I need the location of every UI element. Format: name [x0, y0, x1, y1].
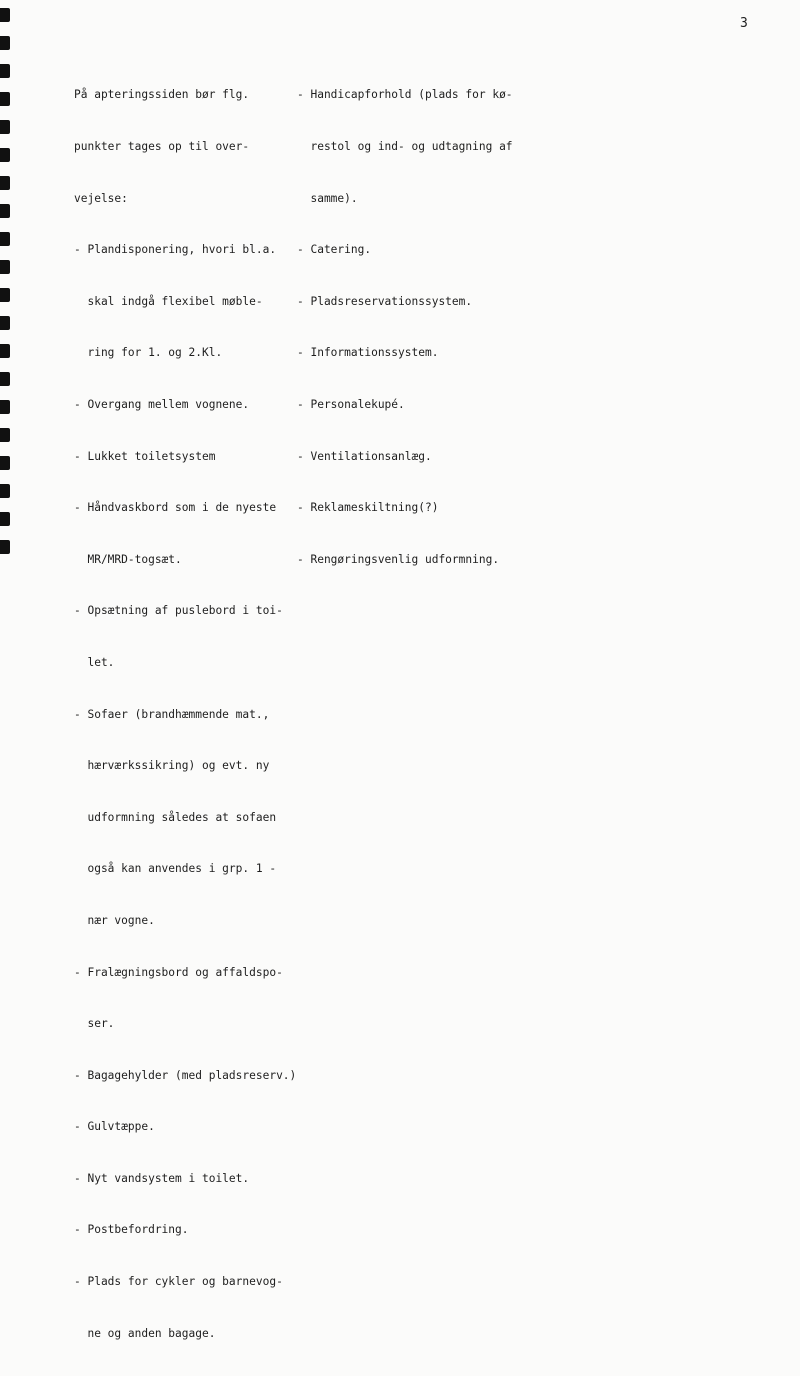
list-item: - Plandisponering, hvori bl.a. — [74, 243, 277, 257]
list-item: - Gulvtæppe. — [74, 1120, 155, 1134]
list-item: - Catering. — [297, 243, 372, 257]
binding-hole — [0, 36, 10, 50]
list-item-continuation: ser. — [74, 1017, 115, 1031]
page-number: 3 — [740, 16, 748, 31]
list-item-continuation: samme). — [297, 191, 358, 205]
binding-hole — [0, 428, 10, 442]
binding-hole — [0, 148, 10, 162]
binding-hole — [0, 176, 10, 190]
binding-hole — [0, 232, 10, 246]
list-item-continuation: udformning således at sofaen — [74, 810, 277, 824]
binding-hole — [0, 8, 10, 22]
binding-hole — [0, 92, 10, 106]
list-item-continuation: hærværkssikring) og evt. ny — [74, 759, 270, 773]
list-item-continuation: også kan anvendes i grp. 1 - — [74, 862, 277, 876]
list-item: - Plads for cykler og barnevog- — [74, 1275, 283, 1289]
list-item: - Overgang mellem vognene. — [74, 397, 250, 411]
list-item: - Nyt vandsystem i toilet. — [74, 1171, 250, 1185]
left-column-text — [74, 52, 306, 1376]
list-item: - Sofaer (brandhæmmende mat., — [74, 707, 270, 721]
list-item-continuation: let. — [74, 655, 115, 669]
list-item-continuation: restol og ind- og udtagning af — [297, 140, 513, 153]
list-item: - Personalekupé. — [297, 397, 405, 411]
text-line: På apteringssiden bør flg. — [74, 88, 250, 102]
list-item: - Informationssystem. — [297, 346, 439, 360]
binding-hole — [0, 456, 10, 470]
list-item: - Rengøringsvenlig udformning. — [297, 552, 500, 566]
list-item-continuation: skal indgå flexibel møble- — [74, 294, 263, 308]
binding-hole — [0, 400, 10, 414]
list-item-continuation: ring for 1. og 2.Kl. — [74, 346, 223, 360]
binding-hole — [0, 204, 10, 218]
binding-hole — [0, 316, 10, 330]
right-column-text — [297, 52, 547, 602]
binding-hole — [0, 372, 10, 386]
list-item-continuation: nær vogne. — [74, 913, 155, 927]
list-item: - Opsætning af puslebord i toi- — [74, 604, 283, 618]
binding-hole — [0, 260, 10, 274]
list-item: - Fralægningsbord og affaldspo- — [74, 965, 283, 979]
list-item: - Postbefordring. — [74, 1223, 189, 1237]
binding-hole — [0, 540, 10, 554]
list-item: - Handicapforhold (plads for kø- — [297, 88, 513, 102]
text-line: punkter tages op til over- — [74, 140, 250, 153]
binding-hole — [0, 344, 10, 358]
text-line: vejelse: — [74, 191, 128, 205]
list-item-continuation: MR/MRD-togsæt. — [74, 552, 182, 566]
binding-hole — [0, 288, 10, 302]
list-item: - Pladsreservationssystem. — [297, 294, 473, 308]
binding-hole — [0, 120, 10, 134]
list-item: - Håndvaskbord som i de nyeste — [74, 501, 277, 515]
list-item: - Lukket toiletsystem — [74, 449, 216, 463]
binding-hole — [0, 64, 10, 78]
list-item: - Ventilationsanlæg. — [297, 449, 432, 463]
binding-hole — [0, 512, 10, 526]
binding-holes — [0, 0, 16, 562]
binding-hole — [0, 484, 10, 498]
list-item-continuation: ne og anden bagage. — [74, 1326, 216, 1340]
list-item: - Bagagehylder (med pladsreserv.) — [74, 1068, 297, 1082]
list-item: - Reklameskiltning(?) — [297, 501, 439, 515]
